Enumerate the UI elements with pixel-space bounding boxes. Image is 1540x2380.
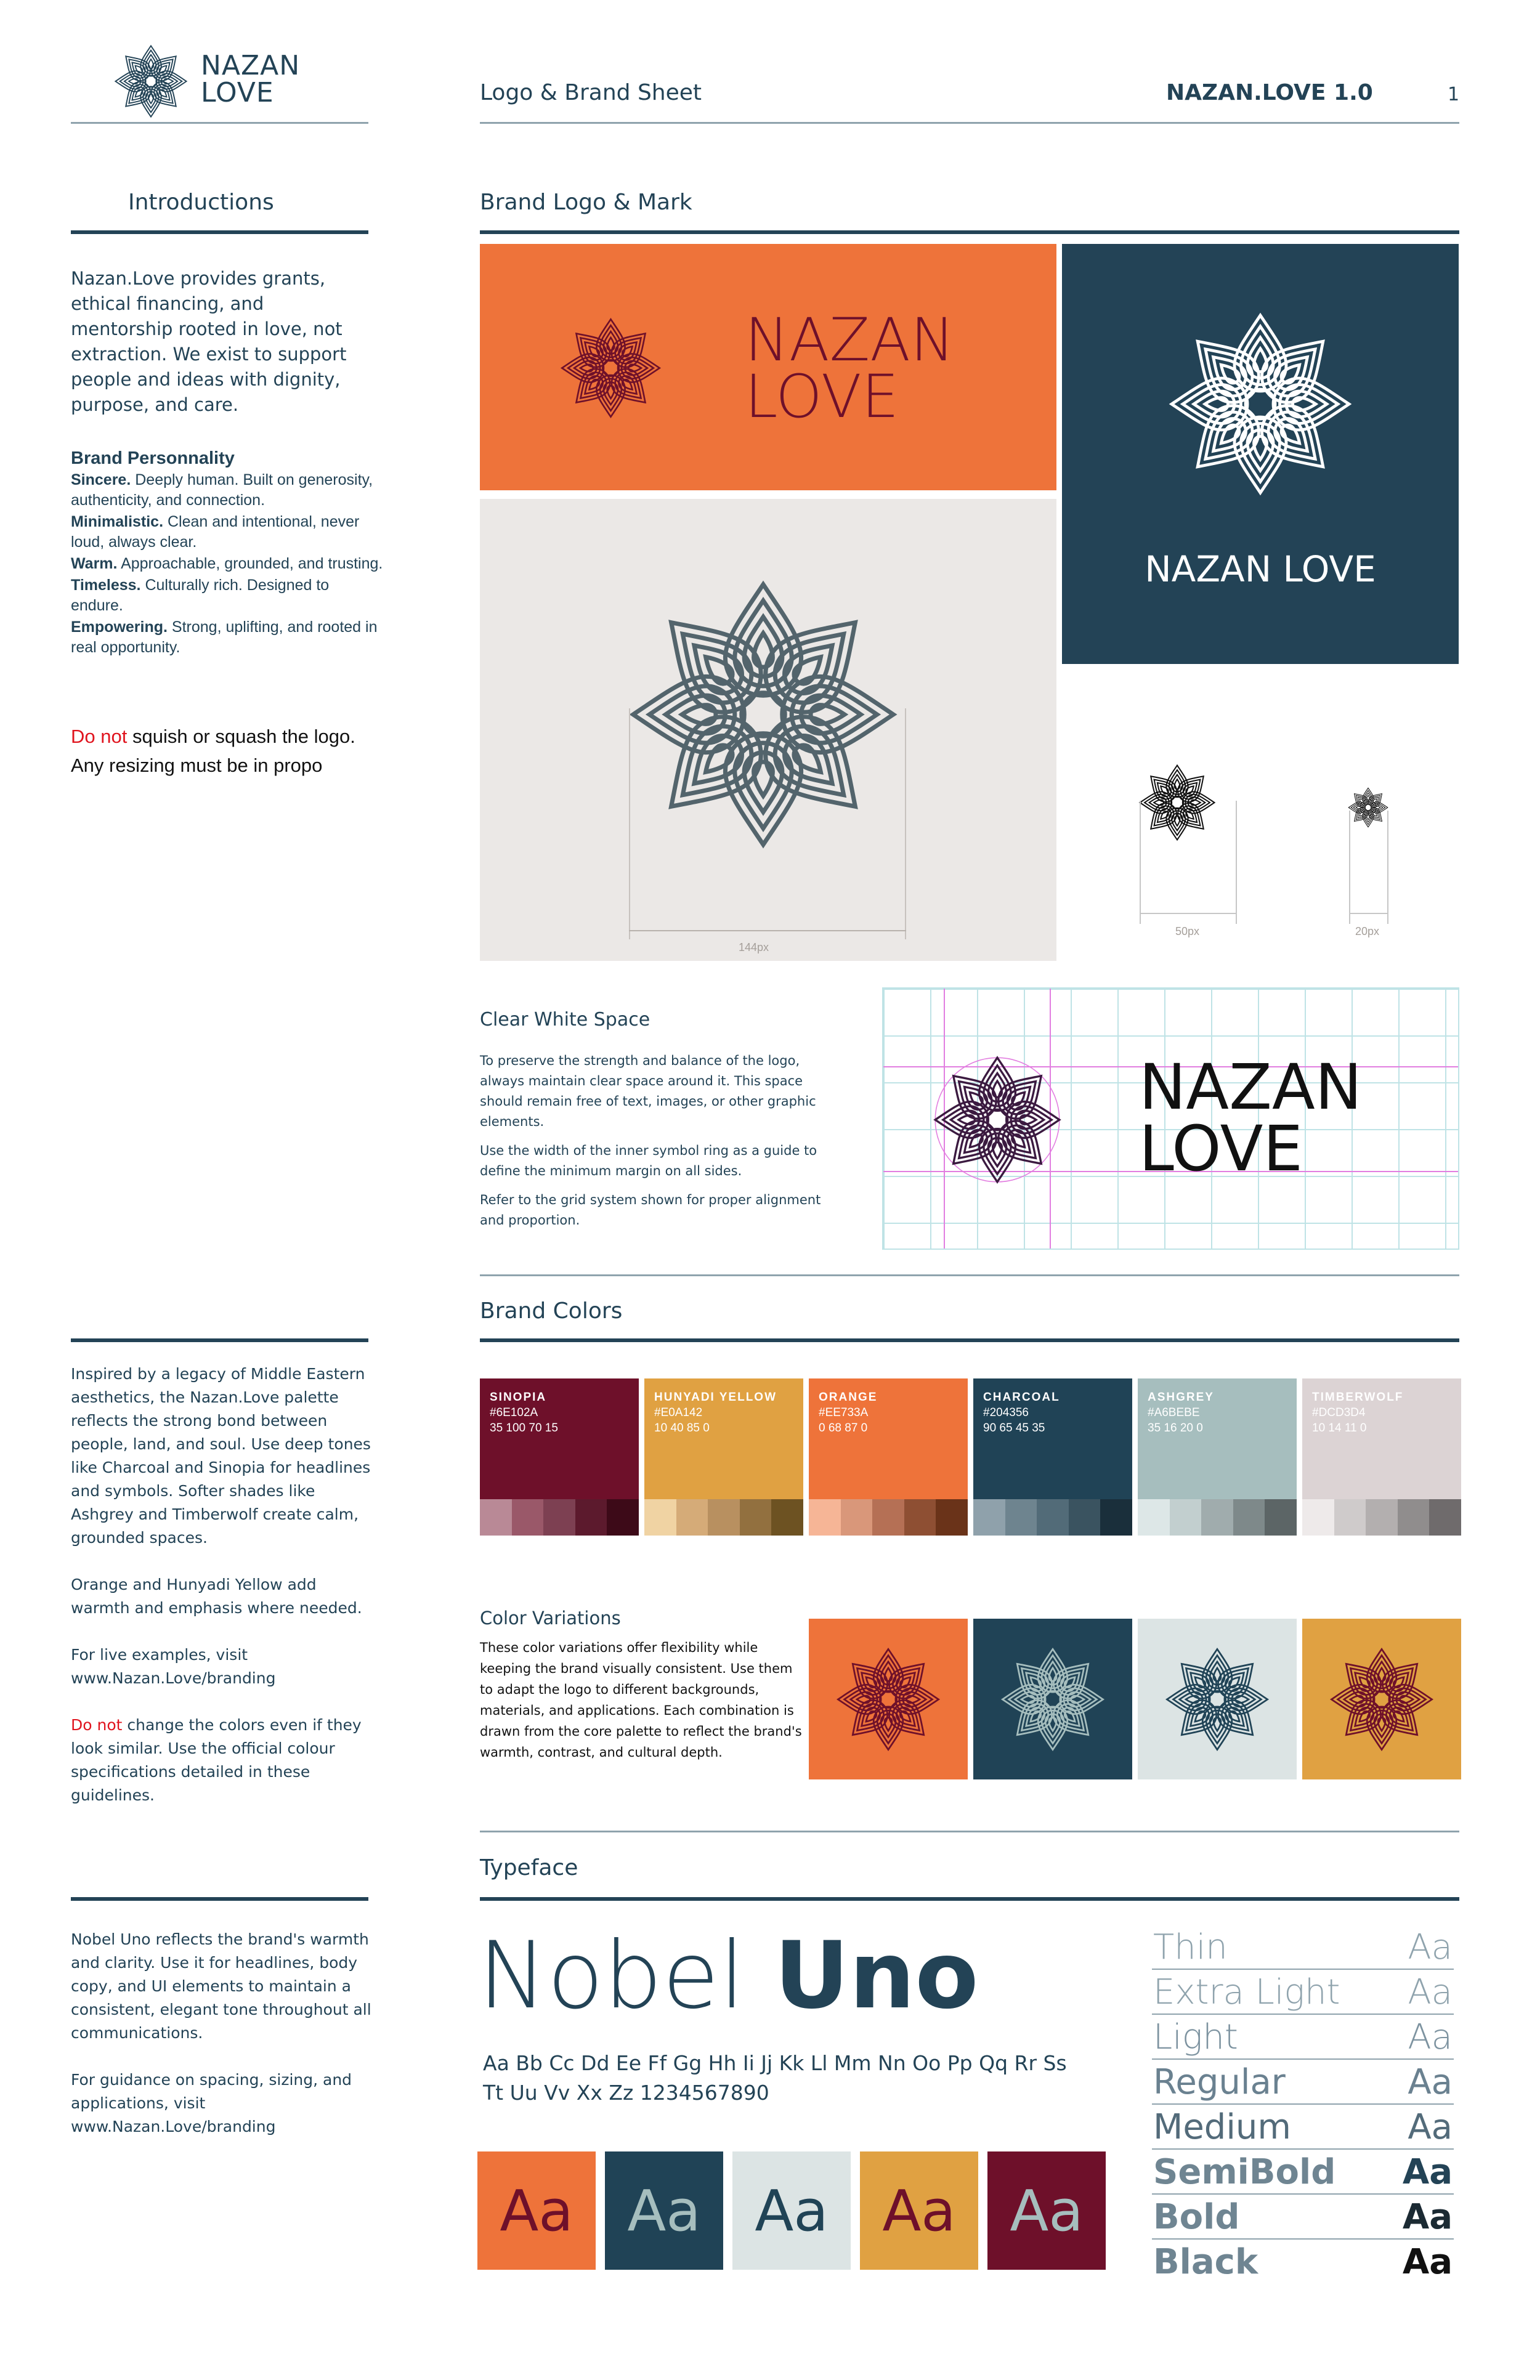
logo-size-50-icon — [1138, 764, 1216, 841]
dark-wordmark: NAZAN LOVE — [1145, 548, 1376, 590]
swatch-sinopia: SINOPIA #6E102A 35 100 70 15 — [480, 1378, 639, 1536]
colors-sidebar-divider — [71, 1338, 368, 1342]
header-brand-line1: NAZAN — [201, 50, 301, 81]
clear-space-word2: LOVE — [1139, 1112, 1303, 1186]
construction-guide-left — [629, 708, 630, 939]
logo-orange-panel — [480, 244, 1056, 490]
tints-orange — [809, 1499, 968, 1536]
personality-heading: Brand Personnality — [71, 448, 235, 468]
colors-top-divider — [480, 1274, 1459, 1276]
tints-charcoal — [973, 1499, 1132, 1536]
alphabet-line2: Tt Uu Vv Xx Zz 1234567890 — [483, 2081, 769, 2105]
colors-warning-red: Do not — [71, 1716, 123, 1734]
variation-orange-logo-icon — [836, 1647, 941, 1752]
typeface-name-light: Nobel — [478, 1922, 745, 2030]
personality-list — [71, 470, 385, 658]
construction-measure-line — [629, 930, 906, 931]
type-sidebar-divider — [71, 1897, 368, 1901]
size-20-guide-right — [1387, 811, 1388, 924]
variation-yellow-logo-icon — [1329, 1647, 1434, 1752]
trait-minimalistic: Minimalistic. Clean and intentional, never loud, always clear. — [71, 513, 360, 551]
intro-divider — [71, 230, 368, 234]
weight-row-light: Light Aa — [1152, 2014, 1454, 2060]
logo-construction-icon — [628, 579, 899, 850]
typeface-name — [478, 1922, 979, 2030]
header-divider-right — [480, 122, 1459, 124]
size-50-guide-right — [1236, 801, 1237, 924]
type-sample-ashgrey: Aa — [732, 2151, 851, 2270]
swatch-ashgrey: ASHGREY #A6BEBE 35 16 20 0 — [1138, 1378, 1297, 1536]
type-sidebar-text: Nobel Uno reflects the brand's warmth and clarity. Use it for headlines, body copy, and UI elements to maintain a consistent, elegant tone throughout all communications. For guidance on spacing, sizing, and applications, visit www.Nazan.Love/branding — [71, 1930, 371, 2135]
colors-heading: Brand Colors — [480, 1298, 623, 1324]
trait-timeless: Timeless. Culturally rich. Designed to endure. — [71, 577, 330, 614]
variation-yellow — [1302, 1619, 1461, 1779]
typeface-top-divider — [480, 1831, 1459, 1832]
type-sample-orange: Aa — [477, 2151, 596, 2270]
variation-charcoal-logo-icon — [1000, 1647, 1105, 1752]
weight-row-thin: Thin Aa — [1152, 1924, 1454, 1970]
logo-section-heading: Brand Logo & Mark — [480, 190, 692, 215]
swatch-charcoal: CHARCOAL #204356 90 65 45 35 — [973, 1378, 1132, 1536]
weight-row-extra-light: Extra Light Aa — [1152, 1969, 1454, 2015]
construction-guide-right — [905, 708, 906, 939]
weight-row-semibold: SemiBold Aa — [1152, 2149, 1454, 2195]
variation-charcoal — [973, 1619, 1132, 1779]
logo-mark-icon — [560, 317, 662, 419]
swatch-orange: ORANGE #EE733A 0 68 87 0 — [809, 1378, 968, 1536]
intro-heading: Introductions — [128, 190, 274, 215]
weight-row-regular: Regular Aa — [1152, 2059, 1454, 2105]
clear-space-grid — [882, 987, 1459, 1250]
tints-hunyadi-yellow — [644, 1499, 803, 1536]
page-number: 1 — [1448, 84, 1460, 105]
logo-warning: Do not squish or squash the logo. Any resizing must be in propo — [71, 726, 355, 776]
clear-space-heading: Clear White Space — [480, 1009, 650, 1030]
size-20-guide-left — [1349, 811, 1350, 924]
swatch-timberwolf: TIMBERWOLF #DCD3D4 10 14 11 0 — [1302, 1378, 1461, 1536]
logo-section-divider — [480, 230, 1459, 234]
trait-sincere: Sincere. Deeply human. Built on generosity, authenticity, and connection. — [71, 471, 373, 509]
alphabet-line1: Aa Bb Cc Dd Ee Ff Gg Hh Ii Jj Kk Ll Mm Nn Oo Pp Qq Rr Ss — [483, 2051, 1067, 2075]
intro-text: Nazan.Love provides grants, ethical financing, and mentorship rooted in love, not extraction. We exist to support people and ideas with dignity, purpose, and care. — [71, 268, 347, 415]
weight-row-bold: Bold Aa — [1152, 2194, 1454, 2240]
trait-empowering: Empowering. Strong, uplifting, and rooted in real opportunity. — [71, 618, 378, 656]
size-50-guide-left — [1140, 801, 1141, 924]
colors-divider — [480, 1338, 1459, 1342]
size-20-measure — [1349, 913, 1388, 914]
logo-warning-red: Do not — [71, 726, 128, 747]
weight-row-black: Black Aa — [1153, 2242, 1453, 2282]
colors-sidebar-text: Inspired by a legacy of Middle Eastern aesthetics, the Nazan.Love palette reflects the strong bond between people, land, and soul. Use deep tones like Charcoal and Sinopia for headlines and symbols. Softer shades like Ashgrey and Timberwolf create calm, grounded spaces. Orange and Hunyadi Yellow add warmth and emphasis where needed. For live examples, visit www.Nazan.Love/branding Do not change the colors even if they look similar. Use the official colour specifications detailed in these guidelines. — [71, 1365, 371, 1804]
logo-dark-panel — [1062, 244, 1459, 664]
clear-space-ring-icon — [933, 1055, 1062, 1184]
swatch-hunyadi-yellow: HUNYADI YELLOW #E0A142 10 40 85 0 — [644, 1378, 803, 1536]
type-sample-yellow: Aa — [860, 2151, 978, 2270]
tints-ashgrey — [1138, 1499, 1297, 1536]
header-brand-line2: LOVE — [201, 77, 274, 108]
variation-orange — [809, 1619, 968, 1779]
variation-ashgrey — [1138, 1619, 1297, 1779]
type-sample-sinopia: Aa — [987, 2151, 1106, 2270]
orange-wordmark-line1: NAZAN — [745, 306, 955, 374]
trait-warm: Warm. Approachable, grounded, and trusting. — [71, 555, 383, 572]
clear-space-word1: NAZAN — [1139, 1051, 1363, 1124]
variations-text: These color variations offer flexibility while keeping the brand visually consistent. Use them to adapt the logo to different backgrounds, materials, and applications. Each combination is drawn from the core palette to reflect the brand's warmth, contrast, and cultural depth. — [480, 1640, 802, 1760]
orange-wordmark-line2: LOVE — [745, 362, 899, 431]
size-50-measure — [1140, 913, 1237, 914]
clear-space-text: To preserve the strength and balance of the logo, always maintain clear space around it. This space should remain free of text, images, or other graphic elements. Use the width of the inner symbol ring as a guide to define the minimum margin on all sides. Refer to the grid system shown for proper alignment and proportion. — [480, 1053, 821, 1228]
header-logo-icon — [114, 44, 188, 118]
logo-mark-white-icon — [1168, 312, 1353, 496]
variations-heading: Color Variations — [480, 1608, 621, 1629]
sheet-title: Logo & Brand Sheet — [480, 80, 702, 105]
variation-ashgrey-logo-icon — [1165, 1647, 1270, 1752]
typeface-divider — [480, 1897, 1459, 1901]
header-divider-left — [71, 122, 368, 124]
version-label: NAZAN.LOVE 1.0 — [1166, 80, 1373, 105]
logo-construction-panel — [480, 499, 1056, 961]
typeface-name-bold: Uno — [774, 1922, 979, 2030]
type-sample-charcoal: Aa — [605, 2151, 723, 2270]
tints-timberwolf — [1302, 1499, 1461, 1536]
logo-size-20-icon — [1348, 787, 1388, 828]
tints-sinopia — [480, 1499, 639, 1536]
weight-row-medium: Medium Aa — [1152, 2104, 1454, 2150]
size-label-20: 20px — [1355, 925, 1380, 937]
typeface-heading: Typeface — [480, 1855, 578, 1880]
size-label-144: 144px — [739, 941, 769, 953]
size-label-50: 50px — [1175, 925, 1200, 937]
